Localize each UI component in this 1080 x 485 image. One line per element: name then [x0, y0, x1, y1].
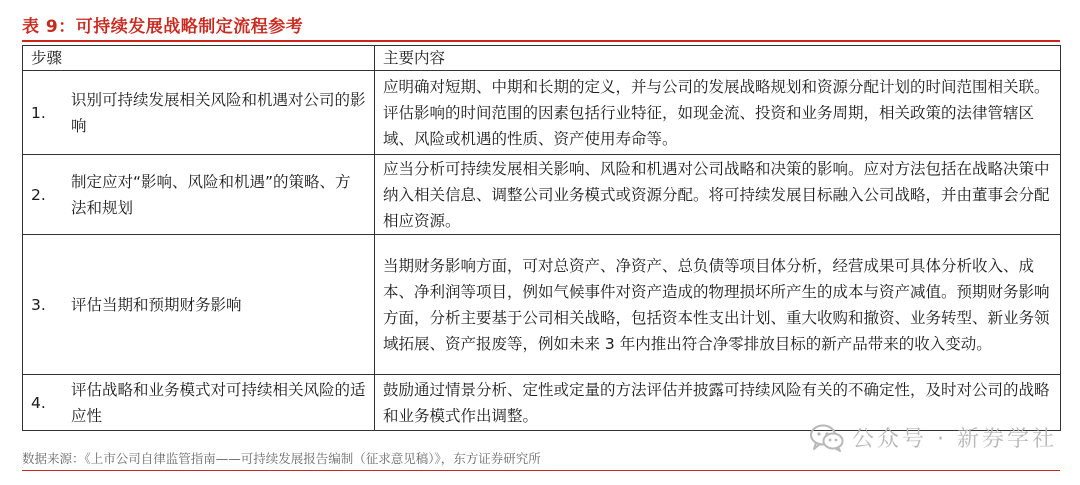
step-number: 2.: [31, 185, 46, 204]
header-content: 主要内容: [375, 46, 1061, 71]
step-cell: [23, 375, 375, 431]
data-source-note: 数据来源：《上市公司自律监管指南——可持续发展报告编制（征求意见稿）》，东方证券研究所: [22, 451, 541, 466]
step-number: 1.: [31, 103, 46, 122]
table-title: 表 9：可持续发展战略制定流程参考: [22, 17, 304, 37]
title-divider: [22, 40, 1060, 42]
step-content: 应明确对短期、中期和长期的定义，并与公司的发展战略规划和资源分配计划的时间范围相关联。评估影响的时间范围的因素包括行业特征，如现金流、投资和业务周期，相关政策的法律管辖区域、风险或机遇的性质、资产使用寿命等。: [375, 71, 1061, 155]
header-step: 步骤: [23, 46, 375, 71]
strategy-process-table: [22, 45, 1061, 431]
step-number: 4.: [31, 393, 46, 412]
table-header-row: [23, 46, 1061, 71]
wechat-icon: [810, 424, 844, 452]
footer-divider: [22, 470, 1060, 471]
step-name: 识别可持续发展相关风险和机遇对公司的影响: [71, 90, 366, 135]
table-row: [23, 235, 1061, 375]
watermark-text: 公众号 · 新券学社: [852, 427, 1057, 452]
step-cell: [23, 235, 375, 375]
watermark: [810, 422, 1057, 453]
step-number: 3.: [31, 295, 46, 314]
step-content: 当期财务影响方面，可对总资产、净资产、总负债等项目体分析，经营成果可具体分析收入、成本、净利润等项目，例如气候事件对资产造成的物理损坏所产生的成本与资产减值。预期财务影响方面，分析主要基于公司相关战略，包括资本性支出计划、重大收购和撤资、业务转型、新业务领域拓展、资产报废等，例如未来 3 年内推出符合净零排放目标的新产品带来的收入变动。: [375, 235, 1061, 375]
step-name: 评估战略和业务模式对可持续相关风险的适应性: [71, 380, 366, 425]
table-row: [23, 155, 1061, 235]
table-row: [23, 71, 1061, 155]
step-cell: [23, 155, 375, 235]
step-content: 应当分析可持续发展相关影响、风险和机遇对公司战略和决策的影响。应对方法包括在战略决策中纳入相关信息、调整公司业务模式或资源分配。将可持续发展目标融入公司战略，并由董事会分配相应资源。: [375, 155, 1061, 235]
step-name: 评估当期和预期财务影响: [71, 295, 242, 314]
step-content: 鼓励通过情景分析、定性或定量的方法评估并披露可持续风险有关的不确定性，及时对公司的战略和业务模式作出调整。: [375, 375, 1061, 431]
step-cell: [23, 71, 375, 155]
step-name: 制定应对“影响、风险和机遇”的策略、方法和规划: [71, 172, 351, 217]
